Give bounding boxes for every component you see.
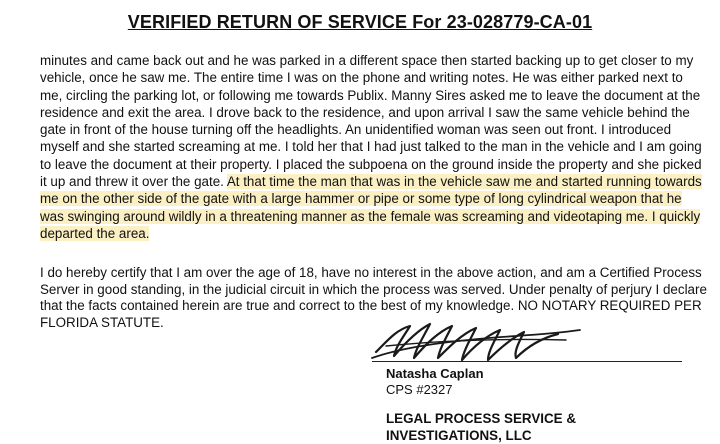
- company-name-line-2: INVESTIGATIONS, LLC: [386, 428, 532, 443]
- signature-line: [372, 361, 682, 362]
- certification-statement: I do hereby certify that I am over the age of 18, have no interest in the above action, and am a Certified Process Server in good standing, in the judicial circuit in which the process was served. Under penalty of perjury I declare that the facts contained herein are true and correct to the best of my knowledge. NO NOTARY REQUIRED PER FLORIDA STATUTE.: [40, 265, 707, 330]
- document-title: VERIFIED RETURN OF SERVICE For 23-028779-CA-01: [127, 12, 593, 32]
- highlighted-narrative-text: At that time the man that was in the vehicle saw me and started running towards me on the other side of the gate with a large hammer or pipe or some type of long cylindrical weapon that he was swinging around wildly in a threatening manner as the female was screaming and videotaping me. I quickly departed the area.: [40, 174, 702, 241]
- company-block: [386, 410, 576, 444]
- narrative-text: minutes and came back out and he was parked in a different space then started backing up to get closer to my vehicle, once he saw me. The entire time I was on the phone and writing notes. He was either parked next to me, circling the parking lot, or following me towards Publix. Manny Sires asked me to leave the document at the residence and exit the area. I drove back to the residence, and upon arrival I saw the same vehicle behind the gate in front of the house turning off the headlights. An unidentified woman was seen out front. I introduced myself and she started screaming at me. I told her that I had just talked to the man in the vehicle and I am going to leave the document at their property. I placed the subpoena on the ground inside the property and she picked it up and threw it over the gate.: [40, 53, 702, 190]
- server-cps-number: CPS #2327: [386, 382, 453, 397]
- server-block: [386, 366, 484, 398]
- server-name: Natasha Caplan: [386, 366, 484, 381]
- company-name-line-1: LEGAL PROCESS SERVICE &: [386, 411, 576, 426]
- narrative-paragraph: [40, 52, 708, 242]
